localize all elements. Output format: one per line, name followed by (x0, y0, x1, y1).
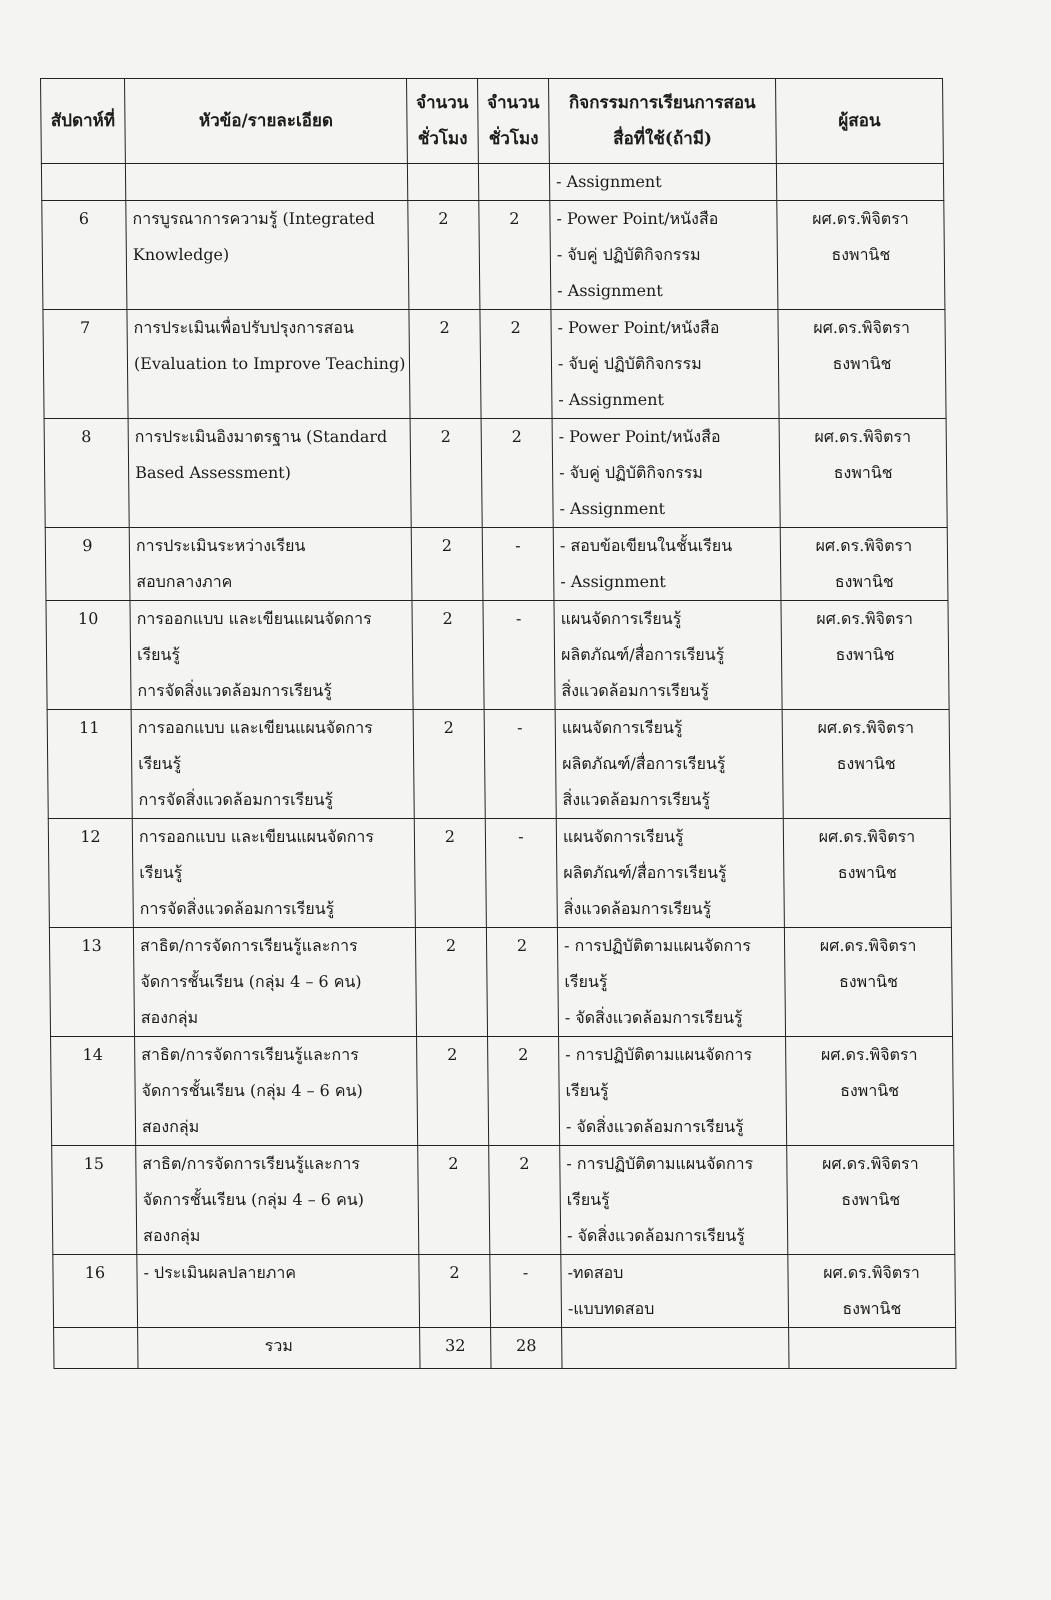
cell-teacher (781, 601, 949, 710)
teacher-line: ธงพานิช (834, 572, 894, 591)
total-row (54, 1328, 956, 1369)
cell-teacher (782, 710, 950, 819)
topic-line: สาธิต/การจัดการเรียนรู้และการ (141, 1045, 359, 1064)
cell-week: 7 (43, 310, 128, 419)
cell-teacher (779, 419, 947, 528)
cell-hours-1: 2 (413, 710, 485, 819)
cell-topic (133, 928, 416, 1037)
cell-week: 9 (45, 528, 130, 601)
cell-activity (549, 164, 776, 201)
header-activity (549, 79, 777, 164)
cell-activity (551, 310, 779, 419)
cell-activity (561, 1255, 789, 1328)
cell-hours-1: 2 (412, 601, 484, 710)
teacher-line: ธงพานิช (838, 972, 899, 991)
topic-line: การประเมินเพื่อปรับปรุงการสอน (133, 318, 354, 337)
activity-line: - สอบข้อเขียนในชั้นเรียน (559, 536, 733, 555)
cell-hours-1 (407, 164, 478, 201)
cell-week: 8 (44, 419, 129, 528)
activity-line: สิ่งแวดล้อมการเรียนรู้ (561, 681, 709, 700)
topic-line: เรียนรู้ (139, 863, 183, 882)
teacher-line: ธงพานิช (836, 754, 896, 773)
cell-topic (137, 1255, 420, 1328)
activity-line: แผนจัดการเรียนรู้ (561, 718, 683, 737)
cell-activity (562, 1328, 789, 1369)
cell-hours-1: 2 (410, 419, 482, 528)
teacher-line: ธงพานิช (842, 1299, 902, 1318)
cell-week: 13 (49, 928, 134, 1037)
topic-line: สองกลุ่ม (141, 1117, 200, 1136)
cell-hours-1: 2 (415, 928, 487, 1037)
cell-hours-1: 2 (414, 819, 486, 928)
topic-line: Based Assessment) (135, 463, 292, 482)
activity-line: - Power Point/หนังสือ (558, 427, 721, 446)
activity-line: - Assignment (555, 172, 662, 191)
cell-topic (125, 164, 407, 201)
activity-line: - Assignment (558, 390, 664, 409)
cell-hours-1: 2 (418, 1146, 490, 1255)
cell-teacher (783, 819, 951, 928)
teacher-line: ธงพานิช (841, 1190, 901, 1209)
activity-line: - Assignment (560, 572, 666, 591)
topic-line: การออกแบบ และเขียนแผนจัดการ (137, 718, 373, 737)
header-topic: หัวข้อ/รายละเอียด (125, 79, 408, 164)
cell-hours-2: - (490, 1255, 562, 1328)
cell-activity (552, 419, 780, 528)
topic-line: สาธิต/การจัดการเรียนรู้และการ (139, 936, 358, 955)
teacher-line: ธงพานิช (833, 463, 893, 482)
cell-hours-1: 2 (417, 1037, 489, 1146)
cell-activity (553, 528, 781, 601)
cell-week: 11 (47, 710, 132, 819)
topic-line: จัดการชั้นเรียน (กลุ่ม 4 – 6 คน) (141, 1081, 363, 1100)
cell-teacher (784, 928, 952, 1037)
continuation-row (41, 164, 943, 201)
cell-teacher (788, 1255, 956, 1328)
table-row (52, 1146, 955, 1255)
cell-hours-2: 2 (480, 310, 552, 419)
table-row (53, 1255, 956, 1328)
topic-line: การจัดสิ่งแวดล้อมการเรียนรู้ (138, 790, 334, 809)
topic-line: การจัดสิ่งแวดล้อมการเรียนรู้ (137, 681, 333, 700)
activity-line: -ทดสอบ (567, 1263, 624, 1282)
teacher-line: ผศ.ดร.พิจิตรา (814, 427, 912, 446)
teacher-line: ผศ.ดร.พิจิตรา (821, 1154, 919, 1173)
cell-hours-2: - (484, 710, 556, 819)
activity-line: - Assignment (559, 499, 666, 518)
topic-line: (Evaluation to Improve Teaching) (133, 354, 406, 373)
activity-line: - จัดสิ่งแวดล้อมการเรียนรู้ (565, 1117, 744, 1136)
activity-line: - จัดสิ่งแวดล้อมการเรียนรู้ (567, 1226, 745, 1245)
topic-line: สองกลุ่ม (140, 1008, 199, 1027)
topic-line: การออกแบบ และเขียนแผนจัดการ (136, 609, 372, 628)
activity-line: - การปฏิบัติตามแผนจัดการ (566, 1154, 754, 1173)
header-teacher: ผู้สอน (776, 79, 944, 164)
activity-line: - Power Point/หนังสือ (556, 209, 719, 228)
teacher-line: ผศ.ดร.พิจิตรา (823, 1263, 920, 1282)
header-hours-1-line: จำนวน (416, 93, 469, 113)
activity-line: -แบบทดสอบ (567, 1299, 655, 1318)
topic-line: - ประเมินผลปลายภาค (143, 1263, 297, 1282)
activity-line: ผลิตภัณฑ์/สื่อการเรียนรู้ (560, 645, 725, 664)
topic-line: สองกลุ่ม (143, 1226, 201, 1245)
topic-line: การออกแบบ และเขียนแผนจัดการ (138, 827, 375, 846)
teacher-line: ธงพานิช (831, 245, 891, 264)
total-label: รวม (138, 1328, 420, 1369)
cell-week: 12 (48, 819, 133, 928)
total-hours-1: 32 (420, 1328, 491, 1369)
activity-line: สิ่งแวดล้อมการเรียนรู้ (562, 790, 711, 809)
cell-hours-2: 2 (481, 419, 553, 528)
cell-topic (130, 601, 413, 710)
table-row (49, 928, 952, 1037)
cell-week: 16 (53, 1255, 138, 1328)
cell-topic (129, 528, 412, 601)
topic-line: การบูรณาการความรู้ (Integrated (132, 209, 375, 228)
lesson-plan-table (40, 78, 957, 1369)
activity-line: - จับคู่ ปฏิบัติกิจกรรม (557, 354, 702, 373)
cell-topic (127, 310, 410, 419)
cell-hours-2: - (483, 601, 555, 710)
table-row (43, 310, 946, 419)
teacher-line: ผศ.ดร.พิจิตรา (817, 718, 915, 737)
header-hours-2 (478, 79, 550, 164)
topic-line: Knowledge) (132, 245, 230, 264)
cell-hours-2: 2 (488, 1037, 560, 1146)
cell-hours-2: - (485, 819, 557, 928)
header-hours-2-line: ชั่วโมง (488, 129, 539, 149)
teacher-line: ผศ.ดร.พิจิตรา (812, 209, 909, 228)
cell-teacher (786, 1037, 954, 1146)
teacher-line: ผศ.ดร.พิจิตรา (813, 318, 910, 337)
cell-week: 15 (52, 1146, 137, 1255)
cell-teacher (778, 310, 946, 419)
activity-line: - จับคู่ ปฏิบัติกิจกรรม (559, 463, 703, 482)
table-row (51, 1037, 954, 1146)
activity-line: สิ่งแวดล้อมการเรียนรู้ (563, 899, 712, 918)
cell-teacher (787, 1146, 955, 1255)
cell-teacher (789, 1328, 956, 1369)
activity-line: ผลิตภัณฑ์/สื่อการเรียนรู้ (562, 754, 726, 773)
cell-week: 6 (42, 201, 127, 310)
cell-teacher (776, 164, 943, 201)
topic-line: การจัดสิ่งแวดล้อมการเรียนรู้ (139, 899, 335, 918)
cell-hours-1: 2 (409, 310, 481, 419)
header-hours-2-line: จำนวน (487, 93, 540, 113)
cell-hours-2: 2 (479, 201, 551, 310)
activity-line: แผนจัดการเรียนรู้ (562, 827, 684, 846)
total-hours-2: 28 (491, 1328, 562, 1369)
cell-hours-2: - (482, 528, 554, 601)
teacher-line: ผศ.ดร.พิจิตรา (820, 1045, 918, 1064)
header-row (41, 79, 944, 164)
header-activity-line: กิจกรรมการเรียนการสอน (568, 93, 756, 113)
cell-topic (128, 419, 411, 528)
header-week: สัปดาห์ที่ (41, 79, 126, 164)
cell-activity (556, 819, 784, 928)
teacher-line: ผศ.ดร.พิจิตรา (816, 609, 914, 628)
topic-line: จัดการชั้นเรียน (กลุ่ม 4 – 6 คน) (142, 1190, 365, 1209)
activity-line: ผลิตภัณฑ์/สื่อการเรียนรู้ (563, 863, 727, 882)
cell-topic (126, 201, 409, 310)
header-hours-1-line: ชั่วโมง (417, 129, 468, 149)
activity-line: - การปฏิบัติตามแผนจัดการ (565, 1045, 753, 1064)
cell-activity (559, 1037, 787, 1146)
cell-week: 10 (46, 601, 131, 710)
cell-teacher (777, 201, 945, 310)
table-row (44, 419, 947, 528)
topic-line: เรียนรู้ (136, 645, 181, 664)
cell-week (54, 1328, 138, 1369)
cell-week: 14 (51, 1037, 136, 1146)
activity-line: - จัดสิ่งแวดล้อมการเรียนรู้ (564, 1008, 743, 1027)
activity-line: - จับคู่ ปฏิบัติกิจกรรม (556, 245, 701, 264)
cell-hours-2: 2 (489, 1146, 561, 1255)
cell-hours-1: 2 (408, 201, 480, 310)
activity-line: เรียนรู้ (564, 972, 608, 991)
topic-line: สาธิต/การจัดการเรียนรู้และการ (142, 1154, 361, 1173)
activity-line: เรียนรู้ (565, 1081, 609, 1100)
teacher-line: ธงพานิช (832, 354, 892, 373)
activity-line: - Assignment (557, 281, 663, 300)
table-row (47, 710, 950, 819)
cell-activity (557, 928, 785, 1037)
teacher-line: ธงพานิช (840, 1081, 900, 1100)
table-row (45, 528, 948, 601)
teacher-line: ผศ.ดร.พิจิตรา (819, 936, 917, 955)
cell-teacher (780, 528, 948, 601)
topic-line: การประเมินอิงมาตรฐาน (Standard (134, 427, 388, 446)
teacher-line: ธงพานิช (835, 645, 895, 664)
header-activity-line: สื่อที่ใช้(ถ้ามี) (613, 129, 713, 149)
activity-line: แผนจัดการเรียนรู้ (560, 609, 682, 628)
cell-activity (560, 1146, 788, 1255)
cell-topic (132, 819, 415, 928)
cell-hours-2 (478, 164, 549, 201)
topic-line: จัดการชั้นเรียน (กลุ่ม 4 – 6 คน) (140, 972, 362, 991)
topic-line: การประเมินระหว่างเรียน (135, 536, 306, 555)
cell-topic (136, 1146, 419, 1255)
activity-line: - Power Point/หนังสือ (557, 318, 720, 337)
cell-hours-1: 2 (411, 528, 483, 601)
activity-line: - การปฏิบัติตามแผนจัดการ (563, 936, 751, 955)
cell-topic (131, 710, 414, 819)
cell-activity (555, 710, 783, 819)
topic-line: สอบกลางภาค (136, 572, 233, 591)
activity-line: เรียนรู้ (566, 1190, 610, 1209)
cell-week (41, 164, 125, 201)
table-row (42, 201, 945, 310)
cell-hours-2: 2 (486, 928, 558, 1037)
table-row (48, 819, 951, 928)
cell-activity (550, 201, 778, 310)
teacher-line: ผศ.ดร.พิจิตรา (815, 536, 913, 555)
teacher-line: ผศ.ดร.พิจิตรา (818, 827, 916, 846)
cell-hours-1: 2 (419, 1255, 491, 1328)
table-row (46, 601, 949, 710)
header-hours-1 (407, 79, 479, 164)
teacher-line: ธงพานิช (837, 863, 897, 882)
cell-topic (135, 1037, 418, 1146)
cell-activity (554, 601, 782, 710)
topic-line: เรียนรู้ (138, 754, 182, 773)
